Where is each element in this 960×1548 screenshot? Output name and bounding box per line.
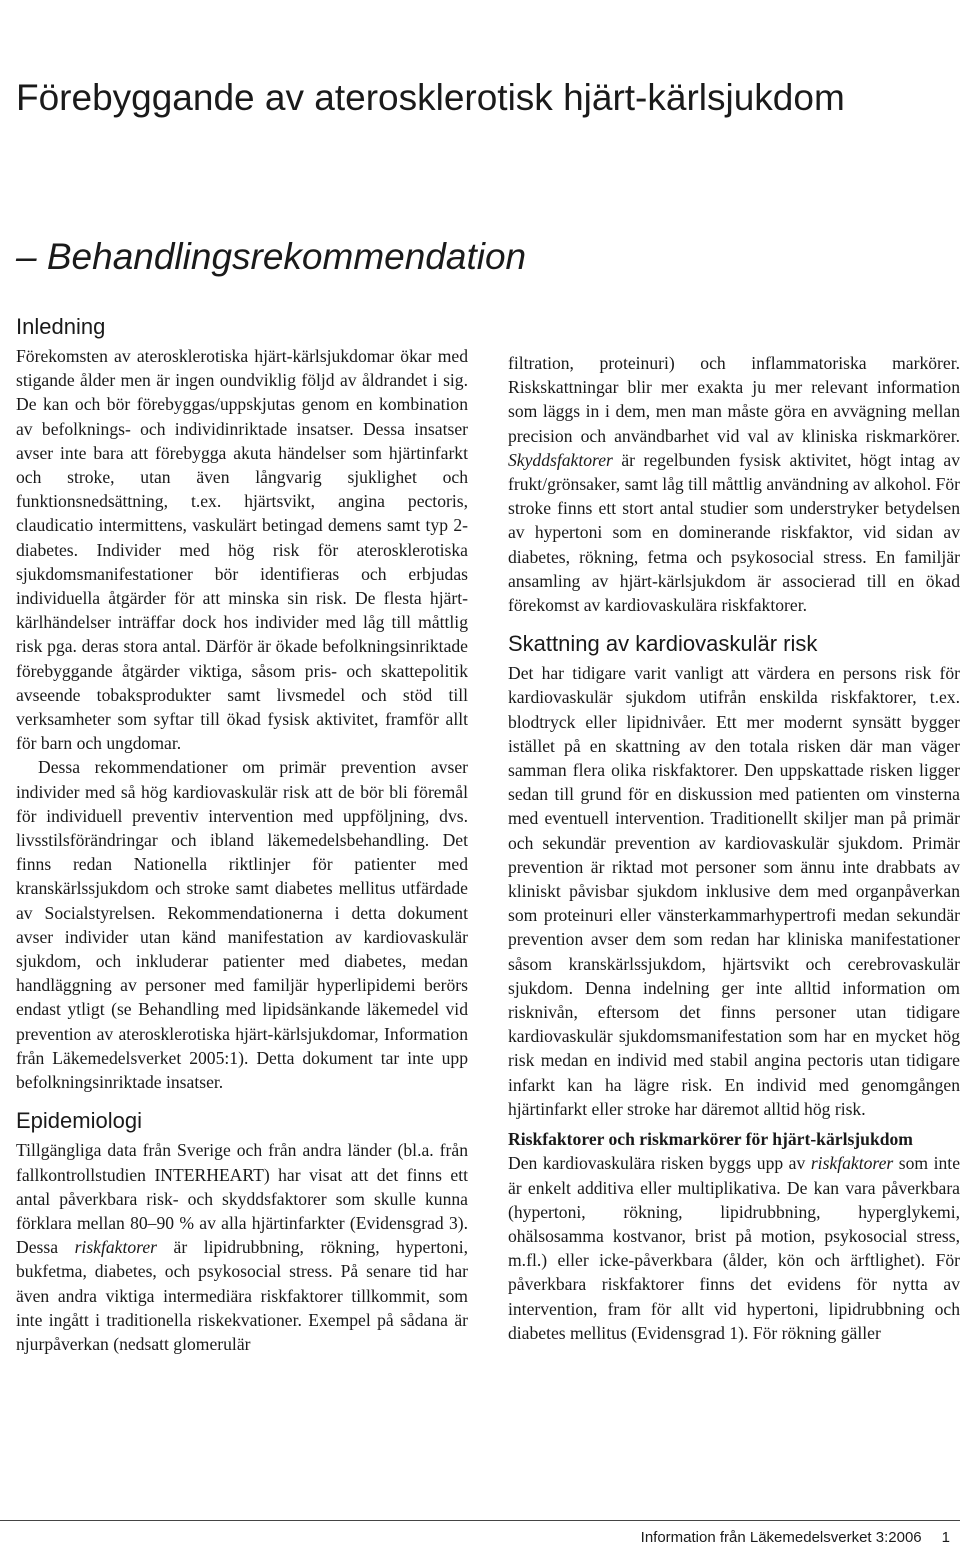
footer-rule <box>0 1520 960 1521</box>
paragraph-risk-1: Det har tidigare varit vanligt att värdera en persons risk för kardiovaskulär sjukdom utifrån enskilda riskfaktorer, t.ex. blodtryck eller lipidnivåer. Ett mer modernt synsätt bygger istället på en skattning av den totala risken där man väger samman flera olika riskfaktorer. Den uppskattade risken ligger sedan till grund för en diskussion med patienten om vinsterna med eventuell intervention. Traditionellt skiljer man på primär och sekundär prevention av kardiovaskulär sjukdom. Primär prevention är riktad mot personer som ännu inte drabbats av kliniskt påvisbar sjukdom inklusive dem med organpåverkan som proteinuri eller vänsterkammarhypertrofi medan sekundär prevention avser dem som redan har kliniska manifestationer såsom kranskärlssjukdom, hjärtsvikt och cerebrovaskulär sjukdom. Denna indelning ger inte alltid information om risknivån, eftersom det finns personer utan tidigare kardiovaskulär sjukdomsmanifestation som har en mycket hög risk medan en individ med stabil angina pectoris utan tidigare infarkt kan ha lägre risk. En individ med genomgången hjärtinfarkt eller stroke har däremot alltid hög risk. <box>508 663 960 1119</box>
paragraph-intro-1 <box>16 344 468 755</box>
paragraph-epi-1 <box>16 1138 468 1356</box>
footer-source: Information från Läkemedelsverket 3:2006 <box>640 1529 922 1546</box>
section-heading-skattning: Skattning av kardiovaskulär risk <box>508 631 818 657</box>
page-footer <box>641 1528 950 1548</box>
right-column <box>508 351 960 1345</box>
paragraph-text: är regelbunden fysisk aktivitet, högt intag av frukt/grönsaker, samt låg till måttlig användning av alkohol. För stroke finns ett stort antal studier som understryker betydelsen av hypertoni som en dominerande riskfaktor, vid sidan av diabetes, rökning, fetma och psykosocial stress. En familjär ansamling av hjärt-kärlsjukdom är associerad till en ökad förekomst av kardiovaskulära riskfaktorer. <box>508 449 960 616</box>
paragraph-intro-2: Dessa rekommendationer om primär prevention avser individer med så hög kardiovaskulär risk att de bör bli föremål för individuell preventiv intervention med uppföljning, dvs. livsstilsförändringar och ibland läkemedelsbehandling. Det finns redan Nationella riktlinjer för patienter med kranskärlssjukdom och stroke samt diabetes mellitus utfärdade av Socialstyrelsen. Rekommendationerna i detta dokument avser individer utan känd manifestation av kardiovaskulär sjukdom, och inkluderar patienter med diabetes, medan handläggning av personer med familjär hyperlipidemi berörs endast ytligt (se Behandling med lipidsänkande läkemedel vid prevention av aterosklerotiska hjärt-kärlsjukdomar, Information från Läkemedelsverket 2005:1). Detta dokument tar inte upp befolkningsinriktade insatser. <box>16 757 468 1093</box>
document-title: Förebyggande av aterosklerotisk hjärt-kärlsjukdom <box>16 77 845 118</box>
paragraph-text: är lipidrubbning, rökning, hypertoni, bukfetma, diabetes, och psykosocial stress. På senare tid har även andra viktiga intermediära riskfaktorer tillkommit, som inte ingått i traditionella riskekvationer. Exempel på sådana är njurpåverkan (nedsatt glomerulär <box>16 1237 468 1354</box>
paragraph-text: filtration, proteinuri) och inflammatoriska markörer. Riskskattningar blir mer exakta ju mer relevant information som läggs in i dem, men man måste göra en avvägning mellan precision och användbarhet vid val av kliniska riskmarkörer. <box>508 353 960 446</box>
paragraph-riskfaktorer-1 <box>508 1151 960 1345</box>
section-heading-inledning: Inledning <box>16 314 106 339</box>
emphasis-term: riskfaktorer <box>810 1153 894 1174</box>
paragraph-continued <box>508 351 960 617</box>
left-column <box>16 312 468 1356</box>
page-number: 1 <box>941 1529 950 1546</box>
paragraph-text: Förekomsten av aterosklerotiska hjärt-kärlsjukdomar ökar med stigande ålder men är ingen oundviklig följd av åldrandet i sig. De kan och bör förebyggas/uppskjutas genom en kombination av befolknings- och individinriktade insatser. Dessa insatser avser inte bara att förebygga akuta händelser som hjärtinfarkt och stroke, utan även långvarig sjuklighet och funktionsnedsättning, t.ex. hjärtsvikt, angina pectoris, claudicatio intermittens, vaskulärt betingad demens samt typ 2- diabetes. Individer med hög risk för aterosklerotiska sjukdomsmanifestationer bör identifieras och erbjudas individuella åtgärder för att minska sin risk. De flesta hjärt-kärlhändelser inträffar dock hos individer med låg till måttlig risk pga. deras stora antal. Därför är ökade befolkningsinriktade förebyggande åtgärder viktiga, såsom pris- och skattepolitik avseende tobaksprodukter samt livsmedel och stöd till verksamheter som syftar till ökad fysisk aktivitet, framför allt för barn och ungdomar. <box>16 346 468 754</box>
paragraph-text: Tillgängliga data från Sverige och från andra länder (bl.a. från fallkontrollstudien INTERHEART) har visat att det finns ett antal påverkbara risk- och skyddsfaktorer som skulle kunna förklara mellan 80–90 % av alla hjärtinfarkter (Evidensgrad 3). Dessa <box>16 1140 468 1258</box>
emphasis-term: Skyddsfaktorer <box>508 449 613 470</box>
paragraph-text: Den kardiovaskulära risken byggs upp av <box>508 1153 806 1174</box>
emphasis-term: riskfaktorer <box>74 1237 157 1258</box>
paragraph-text: som inte är enkelt additiva eller multiplikativa. De kan vara påverkbara (hypertoni, rökning, lipidrubbning, hyperglykemi, ohälsosamma kostvanor, brist på motion, psykosocial stress, m.fl.) eller icke-påverkbara (ålder, kön och ärftlighet). För påverkbara riskfaktorer finns det evidens för nytta av intervention, fram för allt vid hypertoni, lipidrubbning och diabetes mellitus (Evidensgrad 1). För rökning gäller <box>508 1153 960 1343</box>
document-subtitle: – Behandlingsrekommendation <box>16 236 527 277</box>
section-heading-epidemiologi: Epidemiologi <box>16 1108 142 1134</box>
subsection-heading-riskfaktorer: Riskfaktorer och riskmarkörer för hjärt-kärlsjukdom <box>508 1129 913 1150</box>
